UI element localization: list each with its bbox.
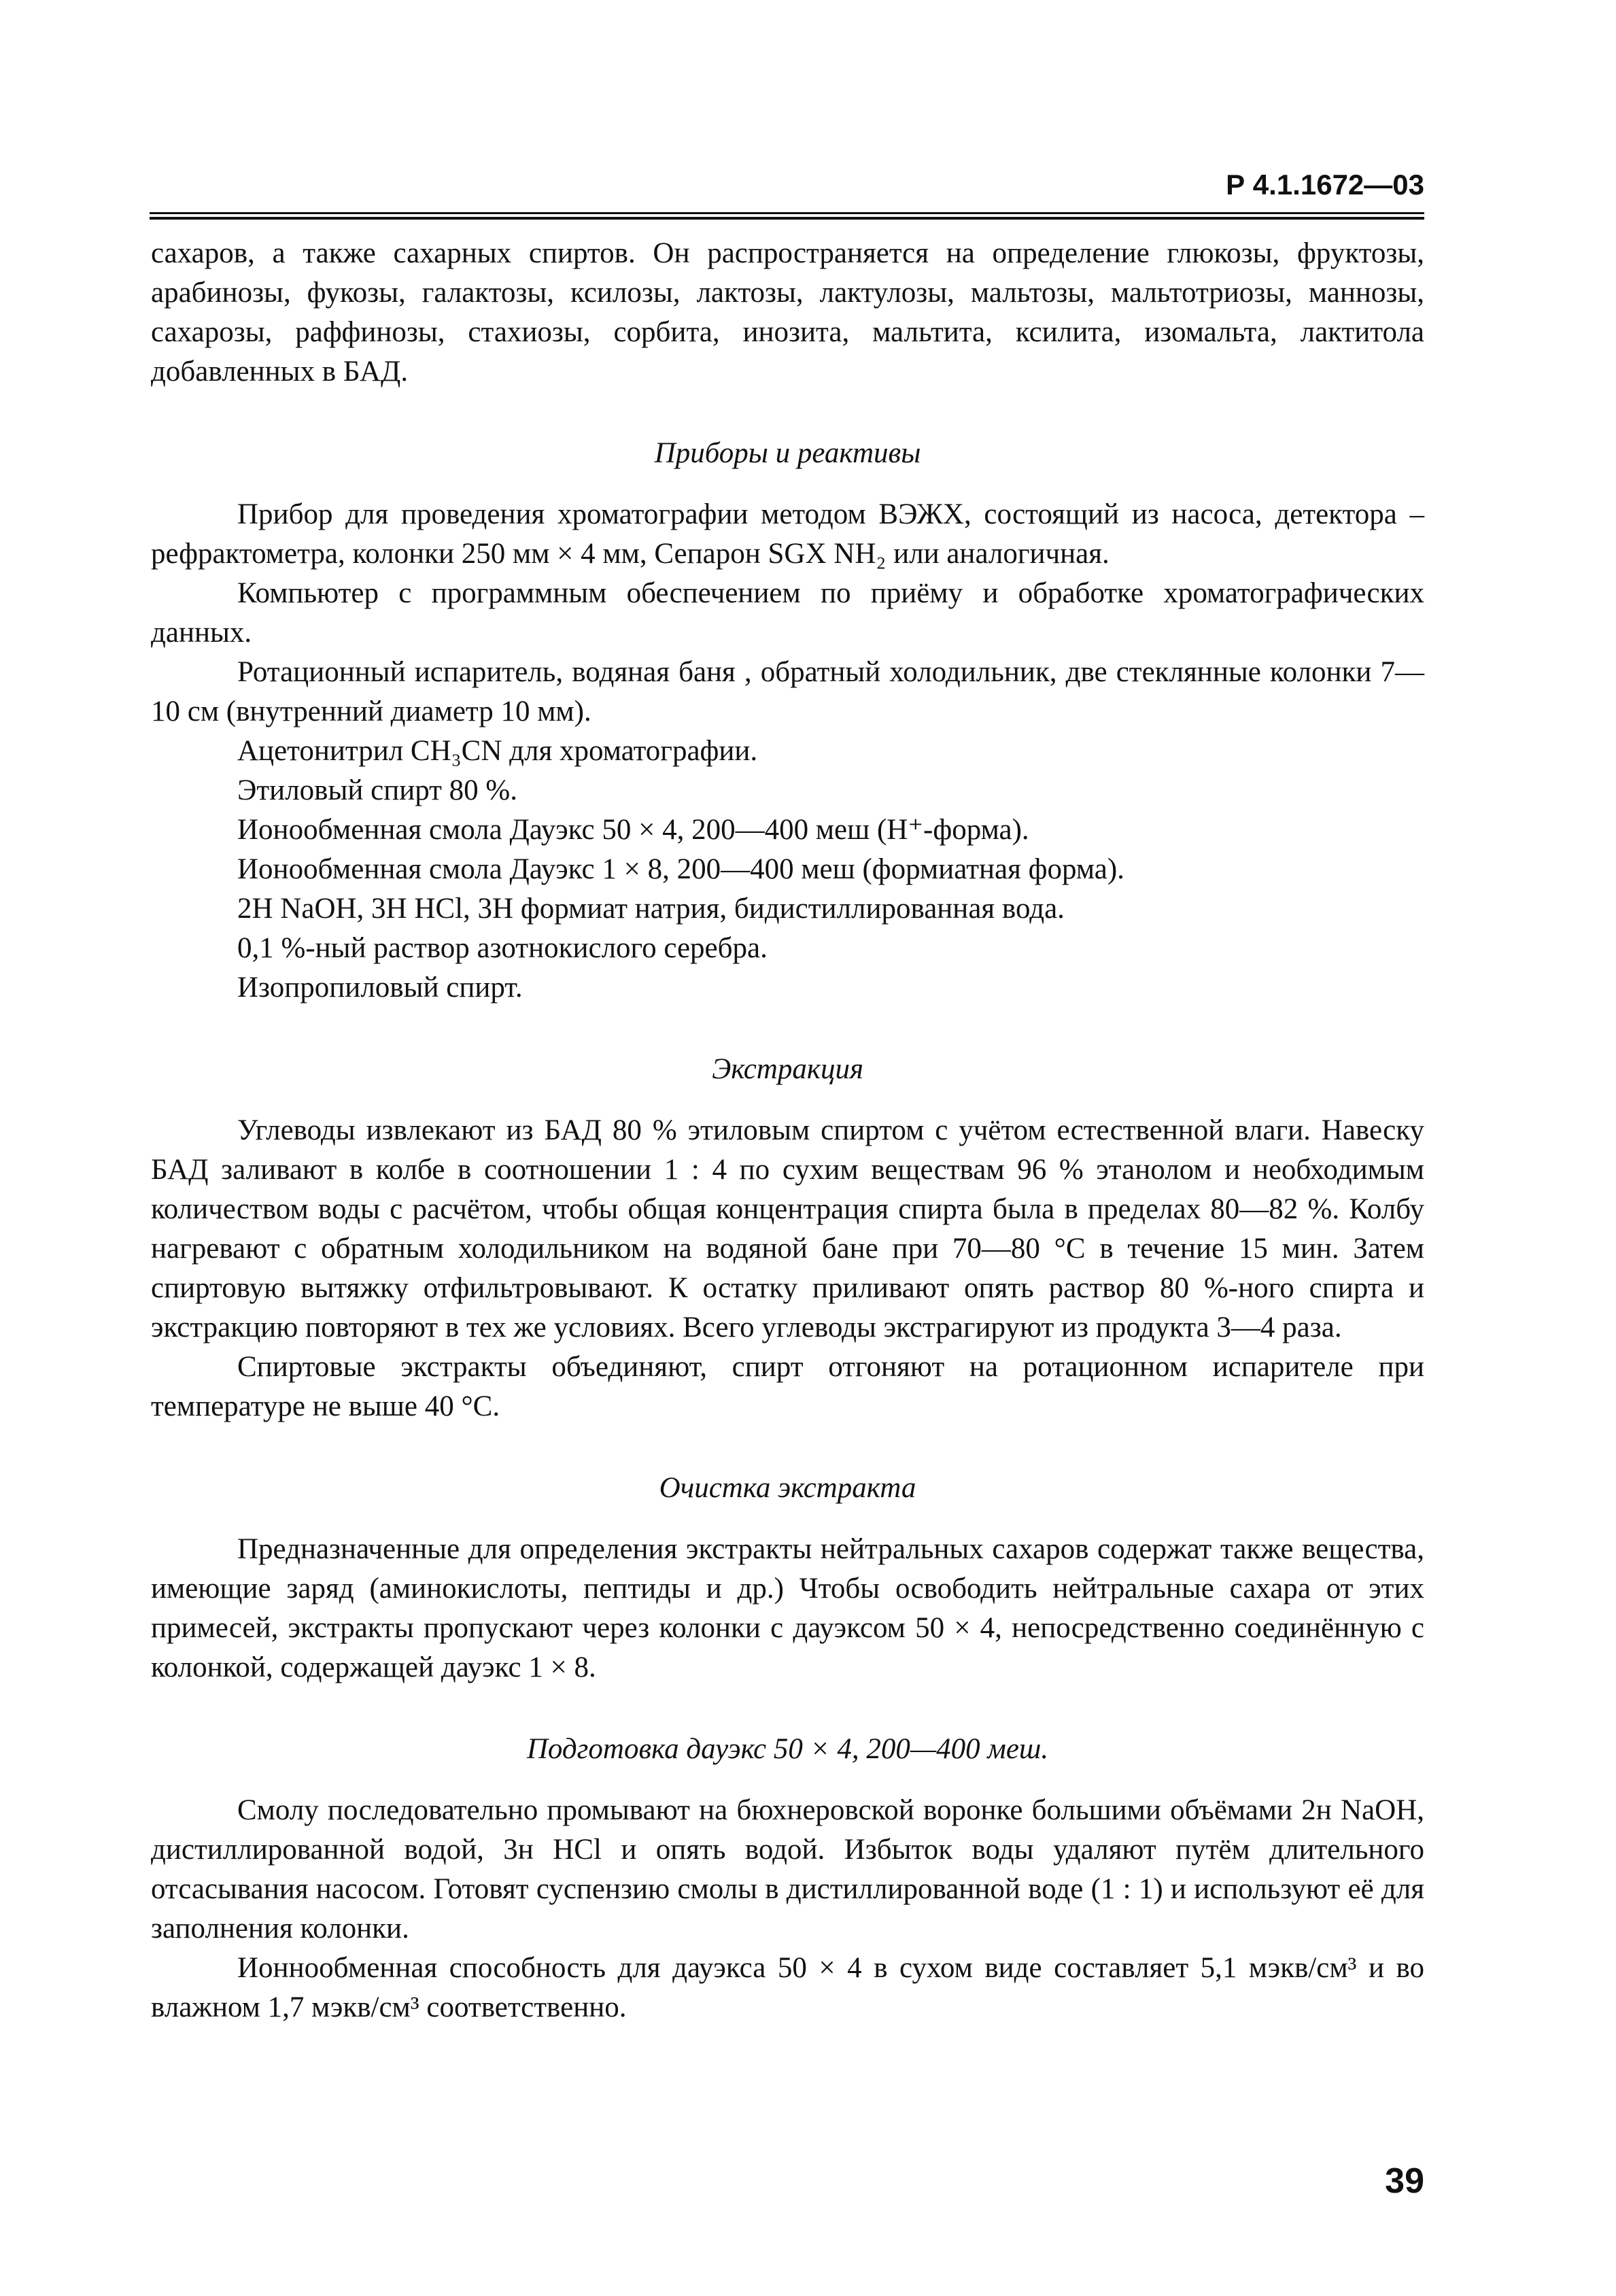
reagent-item: 2Н NaOH, 3Н HCl, 3Н формиат натрия, бидистиллированная вода. [237, 893, 1065, 925]
paragraph: Ионнообменная способность для дауэкса 50 × 4 в сухом виде составляет 5,1 мэкв/см³ и во влажном 1,7 мэкв/см³ соответственно. [151, 1952, 1424, 2023]
paragraph: Прибор для проведения хроматографии методом ВЭЖХ, состоящий из насоса, детектора – рефрактометра, колонки 250 мм × 4 мм, Сепарон SGX NH₂ или аналогичная. [151, 498, 1424, 570]
section-heading-extraction: Экстракция [712, 1053, 863, 1085]
paragraph: Смолу последовательно промывают на бюхнеровской воронке большими объёмами 2н NaOH, дистиллированной водой, 3н HCl и опять водой. Избыток воды удаляют путём длительного отсасывания насосом. Готовят суспензию смолы в дистиллированной воде (1 : 1) и используют её для заполнения колонки. [151, 1794, 1424, 1944]
header-rule-thick [150, 217, 1424, 220]
header-rule-thin [150, 212, 1424, 214]
reagent-item: Этиловый спирт 80 %. [237, 774, 518, 806]
paragraph: Компьютер с программным обеспечением по приёму и обработке хроматографических данных. [151, 577, 1424, 649]
paragraph: Углеводы извлекают из БАД 80 % этиловым спиртом с учётом естественной влаги. Навеску БАД заливают в колбе в соотношении 1 : 4 по сухим веществам 96 % этанолом и необходимым количеством воды с расчётом, чтобы общая концентрация спирта была в пределах 80—82 %. Колбу нагревают с обратным холодильником на водяной бане при 70—80 °С в течение 15 мин. Затем спиртовую вытяжку отфильтровывают. К остатку приливают опять раствор 80 %-ного спирта и экстракцию повторяют в тех же условиях. Всего углеводы экстрагируют из продукта 3—4 раза. [151, 1114, 1424, 1343]
paragraph: Ротационный испаритель, водяная баня , обратный холодильник, две стеклянные колонки 7—10 см (внутренний диаметр 10 мм). [151, 656, 1424, 727]
intro-paragraph: сахаров, а также сахарных спиртов. Он распространяется на определение глюкозы, фруктозы, арабинозы, фукозы, галактозы, ксилозы, лактозы, лактулозы, мальтозы, мальтотриозы, маннозы, сахарозы, раффинозы, стахиозы, сорбита, инозита, мальтита, ксилита, изомальта, лактитола добавленных в БАД. [151, 237, 1424, 388]
page-number: 39 [1385, 2161, 1424, 2201]
reagent-item: Ионообменная смола Дауэкс 50 × 4, 200—400 меш (H⁺-форма). [237, 814, 1029, 846]
reagent-item: 0,1 %-ный раствор азотнокислого серебра. [237, 932, 768, 964]
reagent-item: Ионообменная смола Дауэкс 1 × 8, 200—400 меш (формиатная форма). [237, 853, 1124, 885]
reagent-item: Ацетонитрил CH₃CN для хроматографии. [237, 735, 758, 767]
document-code: Р 4.1.1672—03 [1226, 169, 1424, 201]
reagent-item: Изопропиловый спирт. [237, 972, 523, 1004]
paragraph: Спиртовые экстракты объединяют, спирт отгоняют на ротационном испарителе при температуре не выше 40 °С. [151, 1351, 1424, 1422]
section-heading-dowex-preparation: Подготовка дауэкс 50 × 4, 200—400 меш. [526, 1733, 1049, 1765]
section-heading-instruments: Приборы и реактивы [654, 437, 921, 469]
paragraph: Предназначенные для определения экстракты нейтральных сахаров содержат также вещества, имеющие заряд (аминокислоты, пептиды и др.) Чтобы освободить нейтральные сахара от этих примесей, экстракты пропускают через колонки с дауэксом 50 × 4, непосредственно соединённую с колонкой, содержащей дауэкс 1 × 8. [151, 1533, 1424, 1683]
page-body [151, 234, 1424, 2027]
section-heading-purification: Очистка экстракта [659, 1472, 916, 1504]
